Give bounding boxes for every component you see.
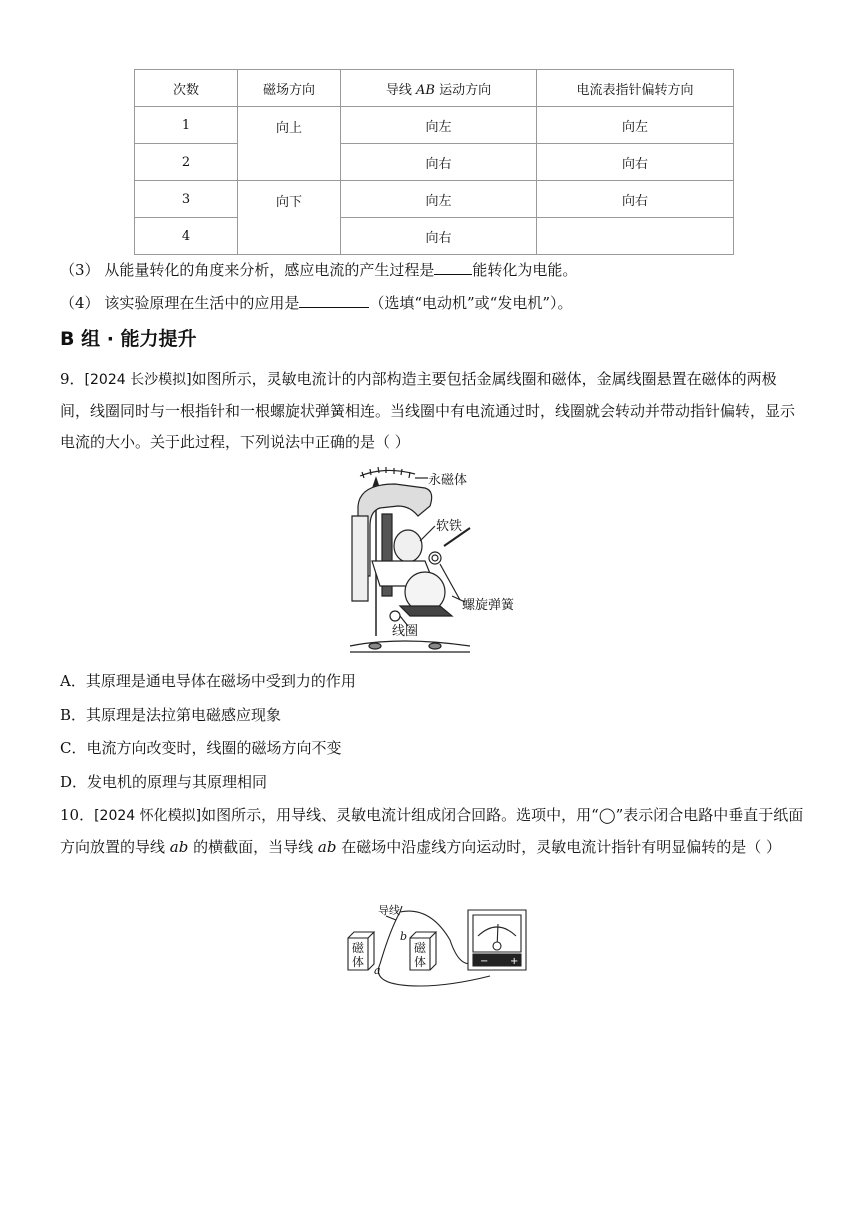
label-b: b <box>400 930 408 943</box>
q3-prefix: （3） <box>60 261 100 279</box>
label-magnet-left-2: 体 <box>352 955 365 969</box>
cell-count: 1 <box>135 107 238 144</box>
label-soft-iron: 软铁 <box>436 519 463 534</box>
table-header-row <box>135 70 734 107</box>
header-wire-direction <box>341 70 537 107</box>
header-ab: AB <box>416 82 435 98</box>
q4-text-a: 该实验原理在生活中的应用是 <box>104 294 300 312</box>
q9-source: [2024 长沙模拟] <box>84 372 192 388</box>
label-plus: + <box>510 956 519 967</box>
q4-text-b: （选填“电动机”或“发电机”）。 <box>369 294 573 312</box>
galvanometer-figure <box>340 466 540 658</box>
q10-ab-1: ab <box>169 838 189 856</box>
q10-stem-a: 如图所示，用导线、灵敏电流计组成闭合回路。选项中，用“◯”表示闭合电路中垂直于纸面方向放置的导线 <box>60 806 804 856</box>
table-row <box>135 107 734 144</box>
table-row <box>135 181 734 218</box>
cell-deflect: 向右 <box>537 144 734 181</box>
q10-source: [2024 怀化模拟] <box>94 808 202 824</box>
header-wire-text: 导线 <box>385 82 412 98</box>
label-spring: 螺旋弹簧 <box>462 598 515 613</box>
cell-deflect: 向右 <box>537 181 734 218</box>
q9-stem-text: 如图所示，灵敏电流计的内部构造主要包括金属线圈和磁体，金属线圈悬置在磁体的两极间，线圈同时与一根指针和一根螺旋状弹簧相连。当线圈中有电流通过时，线圈就会转动并带动指针偏转，显示电流的大小。关于此过程，下列说法中正确的是（ ） <box>60 370 796 451</box>
question-10-stem <box>60 800 805 863</box>
q3-text-b: 能转化为电能。 <box>472 261 578 279</box>
header-deflection: 电流表指针偏转方向 <box>537 70 734 107</box>
label-magnet-right-1: 磁 <box>414 941 427 955</box>
q10-ab-2: ab <box>317 838 337 856</box>
label-a: a <box>374 964 381 977</box>
q9-option-c[interactable]: C．电流方向改变时，线圈的磁场方向不变 <box>60 739 342 757</box>
label-magnet-right-2: 体 <box>414 955 427 969</box>
question-3 <box>60 258 577 280</box>
header-field-direction: 磁场方向 <box>238 70 341 107</box>
cell-deflect <box>537 218 734 255</box>
cell-count: 2 <box>135 144 238 181</box>
question-9-stem <box>60 364 805 458</box>
cell-move: 向右 <box>341 144 537 181</box>
label-wire: 导线 <box>378 904 400 917</box>
q3-text-a: 从能量转化的角度来分析，感应电流的产生过程是 <box>104 261 435 279</box>
label-magnet-left-1: 磁 <box>352 941 365 955</box>
label-magnet: 永磁体 <box>428 473 468 488</box>
q10-number: 10． <box>60 806 95 824</box>
q9-option-a[interactable]: A．其原理是通电导体在磁场中受到力的作用 <box>60 672 356 690</box>
cell-count: 4 <box>135 218 238 255</box>
q10-stem-b: 的横截面，当导线 <box>193 838 314 856</box>
cell-field: 向下 <box>238 181 341 255</box>
q9-option-d[interactable]: D．发电机的原理与其原理相同 <box>60 773 268 791</box>
table-row <box>135 218 734 255</box>
scale-arc <box>360 470 415 476</box>
q4-prefix: （4） <box>60 294 100 312</box>
q4-blank[interactable] <box>299 291 369 308</box>
table-row <box>135 144 734 181</box>
header-count: 次数 <box>135 70 238 107</box>
q3-blank[interactable] <box>434 258 472 275</box>
q9-option-b[interactable]: B．其原理是法拉第电磁感应现象 <box>60 706 282 724</box>
cell-move: 向左 <box>341 107 537 144</box>
cell-field: 向上 <box>238 107 341 181</box>
label-coil: 线圈 <box>392 624 419 639</box>
cell-move: 向右 <box>341 218 537 255</box>
cell-move: 向左 <box>341 181 537 218</box>
cell-count: 3 <box>135 181 238 218</box>
section-title: B 组 · 能力提升 <box>60 328 197 350</box>
label-minus: − <box>480 956 489 967</box>
question-4 <box>60 291 573 313</box>
q10-stem-c: 在磁场中沿虚线方向运动时，灵敏电流计指针有明显偏转的是（ ） <box>341 838 782 856</box>
experiment-table <box>134 69 734 255</box>
q9-number: 9． <box>60 370 85 388</box>
circuit-figure <box>340 900 540 995</box>
cell-deflect: 向左 <box>537 107 734 144</box>
header-move-text: 运动方向 <box>439 82 492 98</box>
